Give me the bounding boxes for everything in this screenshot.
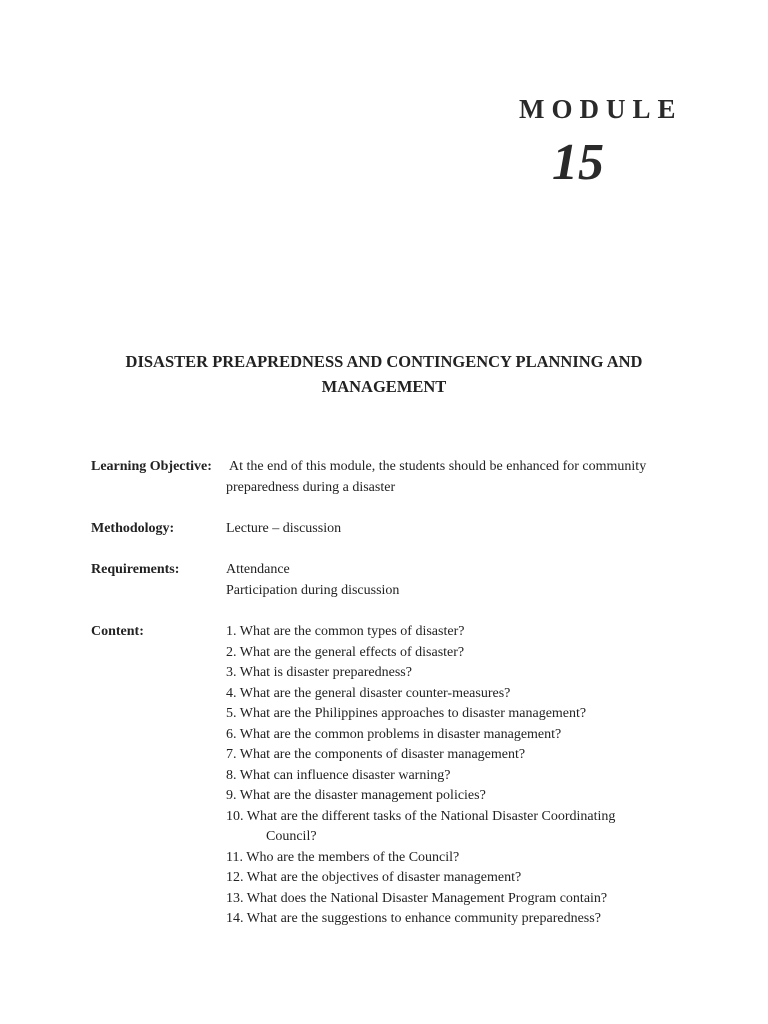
- title-line-1: DISASTER PREAPREDNESS AND CONTINGENCY PLANNING AND: [125, 352, 643, 371]
- module-label: MODULE: [519, 94, 683, 124]
- content-question-item: [226, 807, 696, 848]
- content-question-item: 8. What can influence disaster warning?: [226, 767, 451, 783]
- requirements-label: Requirements:: [91, 562, 180, 577]
- content-question-item: 2. What are the general effects of disaster?: [226, 644, 465, 660]
- requirement-item: Attendance: [226, 562, 290, 577]
- content-question-item: 3. What is disaster preparedness?: [226, 665, 412, 680]
- content-question-list: [226, 622, 696, 930]
- content-question-continuation: Council?: [266, 829, 317, 844]
- content-question-item: 1. What are the common types of disaster?: [226, 624, 465, 639]
- methodology-label: Methodology:: [91, 521, 175, 536]
- content-question-item: 14. What are the suggestions to enhance community preparedness?: [226, 911, 601, 926]
- content-question-text: 10. What are the different tasks of the National Disaster Coordinating: [226, 808, 616, 824]
- learning-objective-line-1: At the end of this module, the students should be enhanced for community: [229, 459, 647, 474]
- content-question-item: 7. What are the components of disaster management?: [226, 747, 526, 762]
- module-number: 15: [552, 134, 604, 191]
- learning-objective-label: Learning Objective:: [91, 459, 212, 474]
- content-question-item: 4. What are the general disaster counter-measures?: [226, 685, 511, 701]
- learning-objective-line-2: preparedness during a disaster: [226, 479, 396, 495]
- title-line-2: MANAGEMENT: [321, 377, 447, 396]
- content-question-item: 13. What does the National Disaster Management Program contain?: [226, 890, 608, 906]
- content-label: Content:: [91, 624, 144, 639]
- content-question-item: 9. What are the disaster management policies?: [226, 788, 486, 803]
- content-question-item: 11. Who are the members of the Council?: [226, 849, 460, 865]
- methodology-value: Lecture – discussion: [226, 521, 342, 536]
- content-question-item: 5. What are the Philippines approaches to disaster management?: [226, 706, 587, 721]
- content-question-item: 12. What are the objectives of disaster management?: [226, 870, 522, 885]
- requirement-item: Participation during discussion: [226, 582, 400, 598]
- learning-objective-text: [226, 457, 696, 498]
- content-question-item: 6. What are the common problems in disaster management?: [226, 726, 562, 742]
- document-title: [90, 349, 678, 399]
